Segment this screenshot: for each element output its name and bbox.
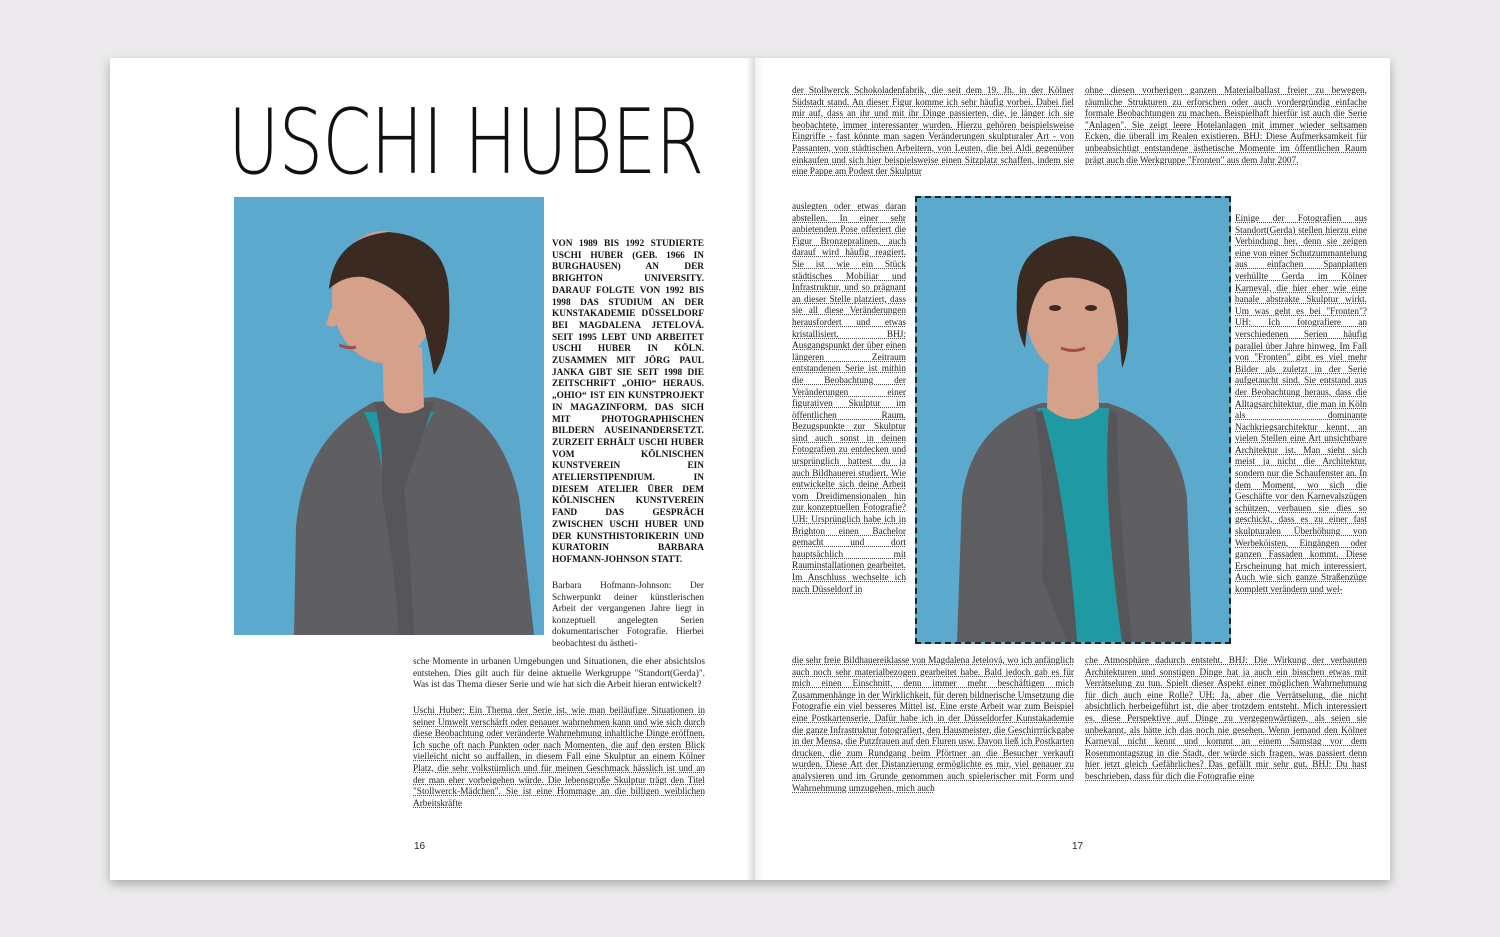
page-number-right: 17: [1072, 841, 1084, 852]
right-column-2-top: ohne diesen vorherigen ganzen Materialballast freier zu bewegen, räumliche Strukturen zu erforschen oder auch vordergründig einfache formale Beobachtungen zu machen. Beispielhaft hierfür ist auch die Serie "Anlagen". Sie zeigt leere Hotelanlagen mit immer wieder seltsamen Ecken, die überall im Realen existieren. BHJ: Diese Aufmerksamkeit für unbeabsichtigt entstandene ästhetische Momente im öffentlichen Raum prägt auch die Werkgruppe "Fronten" aus dem Jahr 2007.: [1085, 86, 1367, 166]
portrait-frontal-photo: [915, 196, 1231, 644]
right-column-1-bottom: die sehr freie Bildhauereiklasse von Magdalena Jetelová, wo ich anfänglich auch noch sehr materialbezogen gearbeitet habe. Bald jedoch gab es für mich einen Einschnitt, denn immer mehr beschäftigen mich Zusammenhänge in der Wirklichkeit, für deren bildnerische Umsetzung die Fotografie ein viel besseres Mittel ist. Eine erste Arbeit war zum Beispiel eine Postkartenserie. Dafür habe ich in der Düsseldorfer Kunstakademie die ganze Infrastruktur fotografiert, den Hausmeister, die Geschirrrückgabe in der Mensa, die Putzfrauen auf den Fluren usw. Davon ließ ich Postkarten drucken, die zum Rundgang beim Pförtner an die Besucher verkauft wurden. Diese Art der Distanzierung ermöglichte es mir, viel genauer zu analysieren und im Grunde genommen auch spielerischer mit Form und Wahrnehmung umzugehen, mich auch: [792, 656, 1074, 794]
interview-question-1: sche Momente in urbanen Umgebungen und Situationen, die eher absichtslos entstehen. Dies gilt auch für deine aktuelle Werkgruppe "Standort(Gerda)". Was ist das Thema dieser Serie und wie hat sich die Arbeit hieran entwickelt?: [413, 657, 705, 691]
right-page: [755, 58, 1390, 880]
right-column-2-narrow: Einige der Fotografien aus Standort(Gerda) stellen hierzu eine Verbindung her, denn sie zeigen eine von einer Schutzummantelung aus einfachen Spanplatten verhüllte Gerda im Kölner Karneval, die hier eher wie eine banale abstrakte Skulptur wirkt. Um was geht es bei "Fronten"? UH: Ich fotografiere an verschiedenen Serien häufig parallel über Jahre hinweg. Im Fall von "Fronten" gibt es viel mehr Bilder als zuletzt in der Serie aufgetaucht sind. Sie entstand aus der Beobachtung heraus, dass die Alltagsarchitektur, die man in Köln als dominante Nachkriegsarchitektur kennt, an vielen Stellen eine Art unsichtbare Architektur ist. Man sieht sich meist ja nicht die Architektur, sondern nur die Schaufenster an. In dem Moment, wo sich die Geschäfte vor den Karnevalszügen schützen, verbauen sie dies so geschickt, dass es zu einer fast skulpturalen Überhöhung von Werbeköisten, Eingängen oder ganzen Fassaden kommt. Diese Erscheinung hat mich interessiert. Auch wie sich ganze Straßenzüge komplett verändern und wel-: [1235, 214, 1367, 595]
interview-answer-1: Uschi Huber: Ein Thema der Serie ist, wie man beiläufige Situationen in seiner Umwelt verschärft oder genauer wahrnehmen kann und wie sich durch diese Beobachtung oder veränderte Wahrnehmung inhaltliche Dinge eröffnen. Ich suche oft nach Punkten oder nach Momenten, die auf den ersten Blick vielleicht nicht so auffallen, in diesem Fall eine Skulptur an einem Kölner Platz, die sehr volkstümlich und für meinen Geschmack hässlich ist und an der man eher vorbeigehen würde. Die lebensgroße Skulptur trägt den Titel "Stollwerck-Mädchen". Sie ist eine Hommage an die billigen weiblichen Arbeitskräfte: [413, 706, 705, 809]
interview-column-narrow: Barbara Hofmann-Johnson: Der Schwerpunkt deiner künstlerischen Arbeit der vergangenen Jahre liegt in konzeptuell angelegten Serien dokumentarischer Fotografie. Hierbei beobachtest du ästheti-: [552, 581, 704, 649]
article-title: USCHI HUBER: [228, 90, 704, 195]
frontal-portrait-illustration: [917, 198, 1229, 642]
right-column-1-narrow: auslegten oder etwas daran abstellen. In einer sehr anbietenden Pose offeriert die Figur Bronzepralinen, auch darauf wird häufig reagiert. Sie ist wie ein Stück städtisches Mobiliar und Infrastruktur, und so prägnant an dieser Stelle platziert, dass sie all diese Veränderungen herausfordert und etwas kristallisiert. BHJ: Ausgangspunkt der über einen längeren Zeitraum entstandenen Serie ist mithin die Beobachtung der Veränderungen einer figurativen Skulptur im öffentlichen Raum. Bezugspunkte zur Skulptur sind auch sonst in deinen Fotografien zu entdecken und ursprünglich hattest du ja auch Bildhauerei studiert. Wie entwickelte sich deine Arbeit vom Dreidimensionalen hin zur konzeptuellen Fotografie? UH: Ursprünglich habe ich in Brighton einen Bachelor gemacht und dort hauptsächlich mit Rauminstallationen gearbeitet. Im Anschluss wechselte ich nach Düsseldorf in: [792, 202, 906, 595]
magazine-spread: [110, 58, 1390, 880]
right-column-2-bottom: che Atmosphäre dadurch entsteht. BHJ: Die Wirkung der verbauten Architekturen und sonstigen Dinge hat ja auch ein bisschen etwas mit Verrätselung zu tun. Spielt dieser Aspekt einer möglichen Wahrnehmung für dich auch eine Rolle? UH: Ja, aber die Verrätselung, die nicht absichtlich herbeigeführt ist, die aber trotzdem entsteht. Mich interessiert es, diese Perspektive auf Dinge zu vergegenwärtigen, als seien sie unbekannt, als hätte ich das noch nie gesehen. Wenn jemand den Kölner Karneval nicht kennt und kommt an einem Samstag vor dem Rosenmontagszug in die Stadt, der würde sich fragen, was passiert denn hier jetzt gleich Gefährliches? Das gefällt mir sehr gut. BHJ: Du hast beschrieben, dass für dich die Fotografie eine: [1085, 656, 1367, 782]
intro-paragraph: VON 1989 BIS 1992 STUDIERTE USCHI HUBER (GEB. 1966 IN BURGHAUSEN) AN DER BRIGHTON UNIVERSITY. DARAUF FOLGTE VON 1992 BIS 1998 DAS STUDIUM AN DER KUNSTAKADEMIE DÜSSELDORF BEI MAGDALENA JETELOVÁ. SEIT 1995 LEBT UND ARBEITET USCHI HUBER IN KÖLN. ZUSAMMEN MIT JÖRG PAUL JANKA GIBT SIE SEIT 1998 DIE ZEITSCHRIFT „OHIO“ HERAUS. „OHIO“ IST EIN KUNSTPROJEKT IN MAGAZINFORM, DAS SICH MIT PHOTOGRAPHISCHEN BILDERN AUSEINANDERSETZT. ZURZEIT ERHÄLT USCHI HUBER VOM KÖLNISCHEN KUNSTVEREIN EIN ATELIERSTIPENDIUM. IN DIESEM ATELIER ÜBER DEM KÖLNISCHEN KUNSTVEREIN FAND DAS GESPRÄCH ZWISCHEN USCHI HUBER UND DER KUNSTHISTORIKERIN UND KURATORIN BARBARA HOFMANN-JOHNSON STATT.: [552, 239, 704, 565]
portrait-profile-photo: [234, 197, 544, 635]
page-number-left: 16: [414, 841, 426, 852]
right-column-1-top: der Stollwerck Schokoladenfabrik, die seit dem 19. Jh. in der Kölner Südstadt stand. An dieser Figur komme ich sehr häufig vorbei. Dabei fiel mir auf, dass an ihr und mit ihr Dinge passierten, die, je länger ich sie beobachtete, immer interessanter wurden. Hierzu gehören beispielsweise Eingriffe - fast könnte man sagen Veränderungen skulpturaler Art - von Passanten, von städtischen Arbeitern, von Leuten, die bei Aldi gegenüber einkaufen und sich hier beispielsweise einen Sitzplatz schaffen, indem sie eine Pappe am Podest der Skulptur: [792, 86, 1074, 178]
left-page: [110, 58, 755, 880]
profile-portrait-illustration: [234, 197, 544, 635]
